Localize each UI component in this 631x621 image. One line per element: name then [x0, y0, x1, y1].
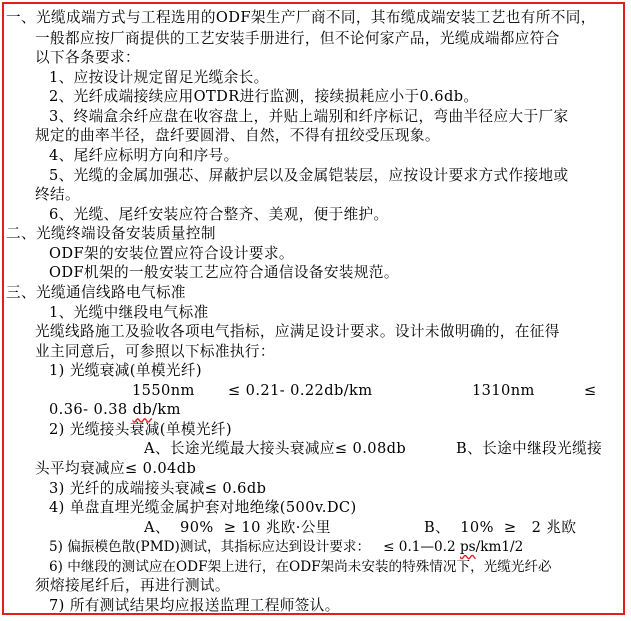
item-2-heading: 2) 光缆接头衰减(单模光纤) [49, 420, 232, 438]
section-1-item-6: 6、光缆、尾纤安装应符合整齐、美观，便于维护。 [49, 205, 389, 223]
item-4-option-b: B、 10% ≥ 2 兆欧 [424, 518, 577, 536]
section-3-heading: 三、光缆通信线路电气标准 [6, 283, 186, 301]
item-2-option-b: B、长途中继段光缆接 [456, 440, 603, 458]
section-1-item-5-line-2: 终结。 [35, 186, 80, 204]
item-1-wavelength-1550: 1550nm [132, 381, 195, 399]
item-2-option-a: A、长途光缆最大接头衰减应≤ 0.08db [144, 440, 407, 458]
item-1-wavelength-1310: 1310nm [472, 381, 535, 399]
section-1-item-3-line-1: 3、终端盒余纤应盘在收容盘上，并贴上端别和纤序标记，弯曲半径应大于厂家 [49, 107, 569, 125]
item-1-value-1310: 0.36- 0.38 db/km [49, 401, 181, 419]
item-6-line-2: 须熔接尾纤后，再进行测试。 [35, 577, 230, 595]
section-1-intro-line-1: 一般都应按厂商提供的工艺安装手册进行，但不论何家产品，光缆成端都应符合 [35, 29, 560, 47]
section-1-item-4: 4、尾纤应标明方向和序号。 [49, 146, 239, 164]
item-4-heading: 4) 单盘直埋光缆金属护套对地绝缘(500v.DC) [49, 499, 357, 517]
item-2-option-b-continued: 头平均衰减应≤ 0.04db [35, 460, 197, 477]
section-3-paragraph-line-2: 业主同意后，可参照以下标准执行： [35, 342, 275, 360]
item-1-heading: 1) 光缆衰减(单模光纤) [49, 362, 202, 380]
section-1-item-1: 1、应按设计规定留足光缆余长。 [49, 68, 269, 86]
item-1-value-1550: ≤ 0.21- 0.22db/km [228, 381, 373, 399]
section-1-item-2: 2、光纤成端接续应用OTDR进行监测，接续损耗应小于0.6db。 [49, 88, 479, 106]
section-1-intro-line-2: 以下各条要求： [35, 49, 140, 67]
section-3-paragraph-line-1: 光缆线路施工及验收各项电气指标，应满足设计要求。设计未做明确的，在征得 [35, 323, 560, 340]
section-1-item-3-line-2: 规定的曲率半径，盘纤要圆滑、自然，不得有扭绞受压现象。 [35, 127, 440, 145]
section-2-line-1: ODF架的安装位置应符合设计要求。 [49, 244, 294, 262]
item-7: 7) 所有测试结果均应报送监理工程师签认。 [49, 597, 340, 614]
section-3-subheading: 1、光缆中继段电气标准 [49, 303, 209, 321]
section-1-heading: 一、光缆成端方式与工程选用的ODF架生产厂商不同，其布缆成端安装工艺也有所不同， [6, 9, 596, 26]
item-4-option-a: A、 90% ≥ 10 兆欧·公里 [144, 518, 331, 536]
item-5: 5) 偏振模色散(PMD)测试，其指标应达到设计要求： ≤ 0.1—0.2 ps/km1/2 [49, 539, 524, 556]
item-3: 3) 光纤的成端接头衰减≤ 0.6db [49, 479, 267, 497]
section-2-heading: 二、光缆终端设备安装质量控制 [6, 225, 216, 243]
item-1-le-symbol: ≤ [584, 381, 597, 399]
item-6-line-1: 6) 中继段的测试应在ODF架上进行，在ODF架尚未安装的特殊情况下，光缆光纤必 [49, 558, 552, 575]
section-1-item-5-line-1: 5、光缆的金属加强芯、屏蔽护层以及金属铠装层，应按设计要求方式作接地或 [49, 166, 569, 184]
section-2-line-2: ODF机架的一般安装工艺应符合通信设备安装规范。 [49, 264, 399, 282]
